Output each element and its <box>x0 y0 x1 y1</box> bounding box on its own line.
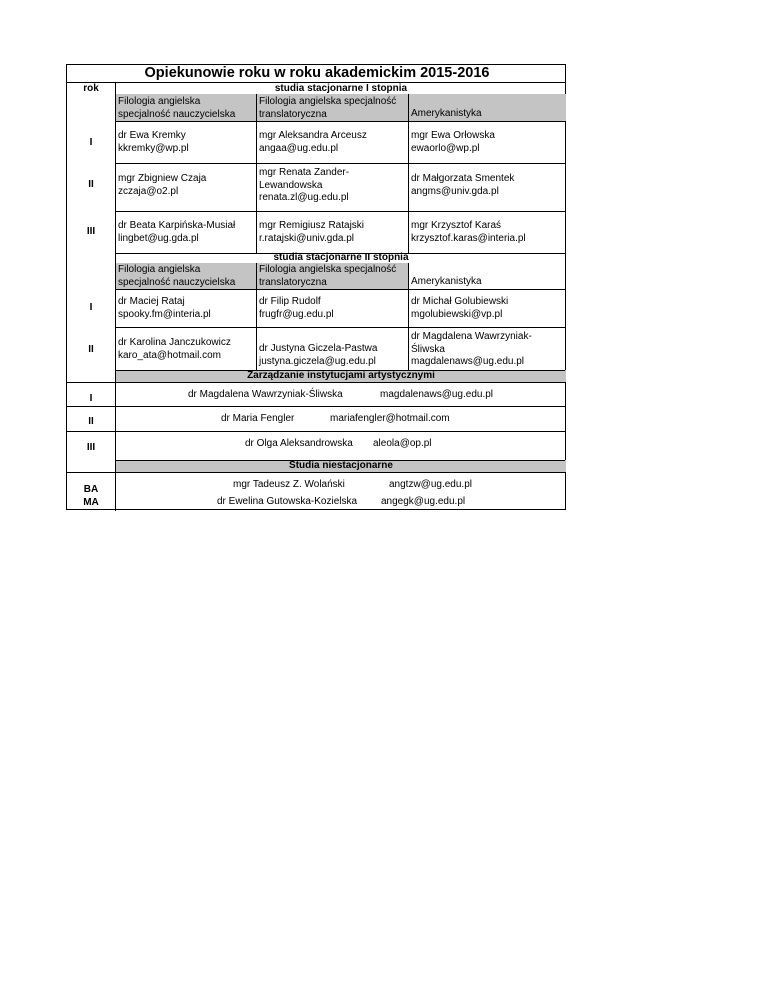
tutor-name: dr Ewelina Gutowska-Kozielska <box>217 496 358 507</box>
tutor-cell: dr Karolina Janczukowicz karo_ata@hotmail.com <box>118 337 231 361</box>
year-label: III <box>86 226 96 237</box>
tutor-cell: dr Ewa Kremky kkremky@wp.pl <box>118 130 189 154</box>
tutor-cell: mgr Ewa Orłowska ewaorlo@wp.pl <box>411 130 495 154</box>
year-label: I <box>89 302 93 313</box>
tutor-email: mariafengler@hotmail.com <box>330 413 450 424</box>
year-label: I <box>89 137 93 148</box>
tutor-name: dr Olga Aleksandrowska <box>245 438 353 449</box>
tutor-name: dr Magdalena Wawrzyniak-Śliwska <box>188 389 343 400</box>
tutor-cell: mgr Remigiusz Ratajski r.ratajski@univ.gda.pl <box>259 220 365 244</box>
year-label: III <box>86 442 96 453</box>
tutor-cell: dr Maciej Rataj spooky.fm@interia.pl <box>118 296 211 320</box>
year-label: BA <box>83 484 99 495</box>
tutor-email: magdalenaws@ug.edu.pl <box>380 389 494 400</box>
rok-label: rok <box>83 83 99 94</box>
tutor-cell: dr Magdalena Wawrzyniak- Śliwska magdalenaws@ug.edu.pl <box>411 331 532 367</box>
page-title: Opiekunowie roku w roku akademickim 2015-2016 <box>144 65 490 81</box>
section1-col1-header: Filologia angielska specjalność nauczycielska <box>118 96 236 120</box>
section2-col2-header: Filologia angielska specjalność translatoryczna <box>259 264 397 288</box>
tutor-cell: mgr Aleksandra Arceusz angaa@ug.edu.pl <box>259 130 367 154</box>
tutor-name: mgr Tadeusz Z. Wolański <box>233 479 345 490</box>
section4-heading: Studia niestacjonarne <box>289 460 393 471</box>
tutor-cell: dr Justyna Giczela-Pastwa justyna.giczela@ug.edu.pl <box>259 343 378 367</box>
tutor-name: dr Maria Fengler <box>221 413 295 424</box>
tutor-cell: dr Michał Golubiewski mgolubiewski@vp.pl <box>411 296 509 320</box>
section1-col2-header: Filologia angielska specjalność translatoryczna <box>259 96 397 120</box>
section2-col3-header: Amerykanistyka <box>411 276 482 287</box>
year-label: II <box>88 179 94 190</box>
year-label: II <box>88 344 94 355</box>
tutor-cell: dr Małgorzata Smentek angms@univ.gda.pl <box>411 173 515 197</box>
section2-col1-header: Filologia angielska specjalność nauczycielska <box>118 264 236 288</box>
tutor-cell: dr Beata Karpińska-Musiał lingbet@ug.gda.pl <box>118 220 236 244</box>
tutor-email: angegk@ug.edu.pl <box>381 496 466 507</box>
tutor-cell: mgr Krzysztof Karaś krzysztof.karas@interia.pl <box>411 220 526 244</box>
section1-col3-header: Amerykanistyka <box>411 108 482 119</box>
tutor-email: aleola@op.pl <box>373 438 432 449</box>
year-label: MA <box>83 497 99 508</box>
tutors-table <box>66 64 566 510</box>
tutor-cell: mgr Renata Zander- Lewandowska renata.zl@ug.edu.pl <box>259 167 350 203</box>
section3-heading: Zarządzanie instytucjami artystycznymi <box>247 370 435 381</box>
tutor-email: angtzw@ug.edu.pl <box>389 479 472 490</box>
tutor-cell: mgr Zbigniew Czaja zczaja@o2.pl <box>118 173 207 197</box>
year-label: II <box>88 416 94 427</box>
section2-heading: studia stacjonarne II stopnia <box>273 252 409 263</box>
tutor-cell: dr Filip Rudolf frugfr@ug.edu.pl <box>259 296 334 320</box>
year-label: I <box>89 393 93 404</box>
section1-heading: studia stacjonarne I stopnia <box>274 83 408 94</box>
